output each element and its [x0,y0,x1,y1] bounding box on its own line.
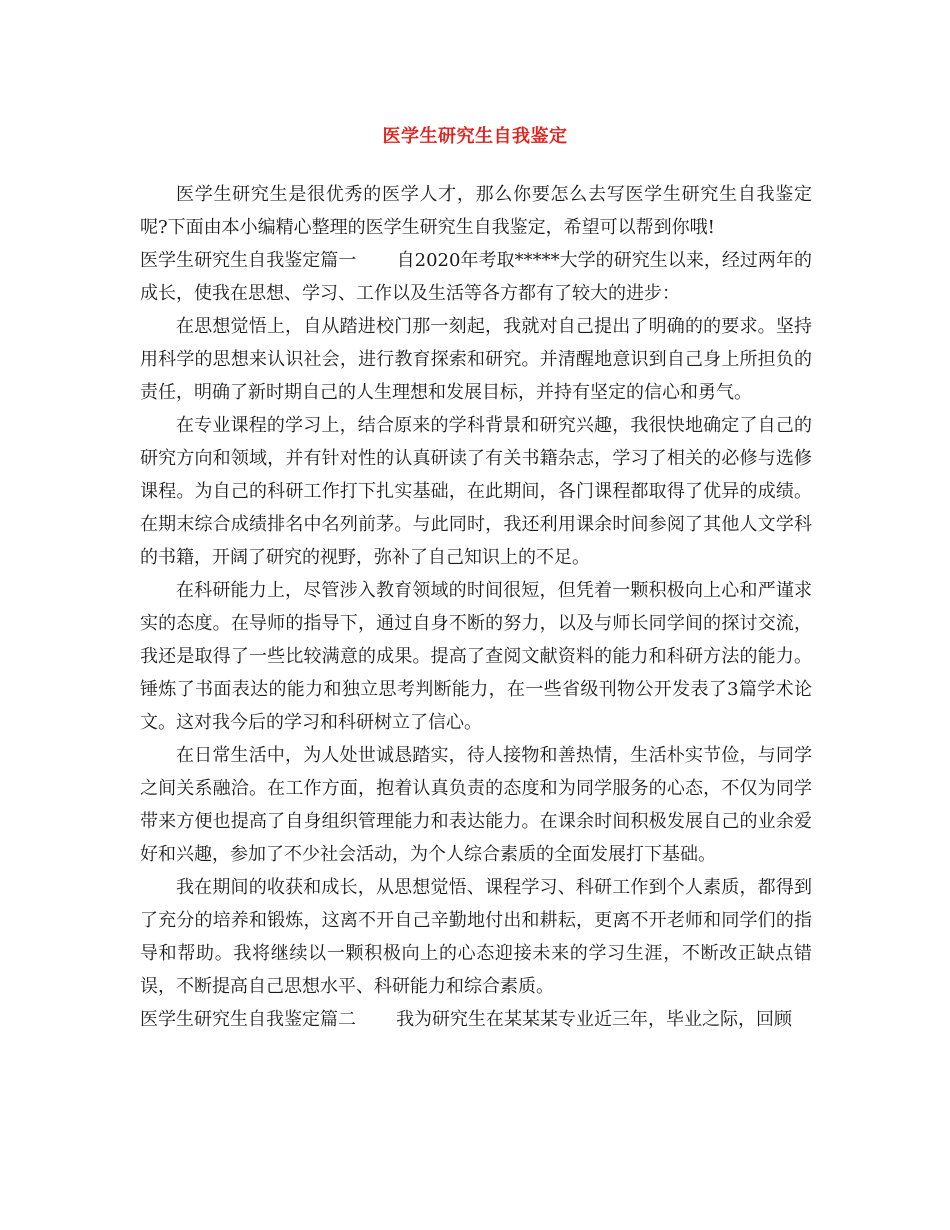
document-body [140,178,812,1036]
paragraph-intro: 医学生研究生是很优秀的医学人才，那么你要怎么去写医学生研究生自我鉴定呢?下面由本小编精心整理的医学生研究生自我鉴定，希望可以帮到你哦! [140,184,812,238]
paragraph-thought: 在思想觉悟上，自从踏进校门那一刻起，我就对自己提出了明确的的要求。坚持用科学的思想来认识社会，进行教育探索和研究。并清醒地意识到自己身上所担负的责任，明确了新时期自己的人生理想和发展目标，并持有坚定的信心和勇气。 [140,316,812,403]
paragraph-life: 在日常生活中，为人处世诚恳踏实，待人接物和善热情，生活朴实节俭，与同学之间关系融洽。在工作方面，抱着认真负责的态度和为同学服务的心态，不仅为同学带来方便也提高了自身组织管理能力和表达能力。在课余时间积极发展自己的业余爱好和兴趣，参加了不少社会活动，为个人综合素质的全面发展打下基础。 [140,745,812,865]
section-two-paragraph [140,1003,812,1036]
paragraph-research: 在科研能力上，尽管涉入教育领域的时间很短，但凭着一颗积极向上心和严谨求实的态度。在导师的指导下，通过自身不断的努力，以及与师长同学间的探讨交流，我还是取得了一些比较满意的成果。提高了查阅文献资料的能力和科研方法的能力。锤炼了书面表达的能力和独立思考判断能力，在一些省级刊物公开发表了3篇学术论文。这对我今后的学习和科研树立了信心。 [140,580,812,733]
section-two-text: 我为研究生在某某某专业近三年，毕业之际，回顾 [396,1009,793,1030]
section-one-heading: 医学生研究生自我鉴定篇一 [140,250,357,271]
document-title: 医学生研究生自我鉴定 [382,126,568,147]
section-one-text: 自2020年考取*****大学的研究生以来，经过两年的成长，使我在思想、学习、工作以及生活等各方都有了较大的进步： [140,250,812,304]
paragraph-study: 在专业课程的学习上，结合原来的学科背景和研究兴趣，我很快地确定了自己的研究方向和领域，并有针对性的认真研读了有关书籍杂志，学习了相关的必修与选修课程。为自己的科研工作打下扎实基础，在此期间，各门课程都取得了优异的成绩。在期末综合成绩排名中名列前茅。与此同时，我还利用课余时间参阅了其他人文学科的书籍，开阔了研究的视野，弥补了自己知识上的不足。 [140,415,812,568]
section-two-heading: 医学生研究生自我鉴定篇二 [140,1009,356,1030]
paragraph-summary: 我在期间的收获和成长，从思想觉悟、课程学习、科研工作到个人素质，都得到了充分的培养和锻炼，这离不开自己辛勤地付出和耕耘，更离不开老师和同学们的指导和帮助。我将继续以一颗积极向上的心态迎接未来的学习生涯，不断改正缺点错误，不断提高自己思想水平、科研能力和综合素质。 [140,877,812,997]
section-one-paragraph [140,244,812,310]
